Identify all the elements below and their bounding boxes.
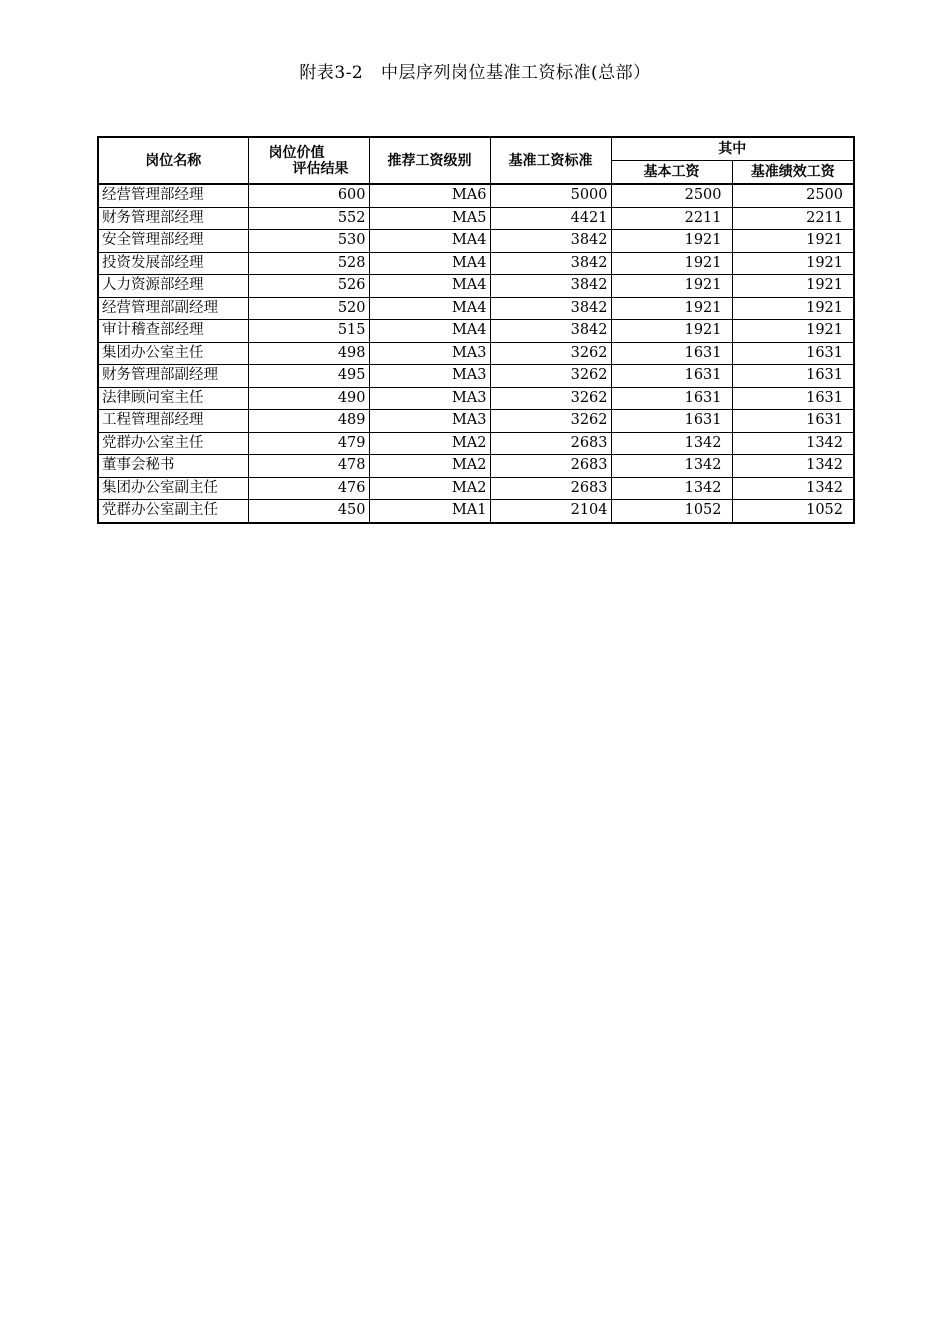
cell-performance: 1631 xyxy=(732,387,854,410)
table-row xyxy=(98,410,854,433)
cell-grade: MA5 xyxy=(369,207,490,230)
cell-score: 515 xyxy=(248,320,369,343)
cell-standard: 2683 xyxy=(490,477,611,500)
cell-performance: 1921 xyxy=(732,275,854,298)
cell-position-name: 经营管理部副经理 xyxy=(98,297,248,320)
cell-position-name: 工程管理部经理 xyxy=(98,410,248,433)
header-of-which: 其中 xyxy=(611,137,854,161)
cell-grade: MA4 xyxy=(369,252,490,275)
cell-standard: 3262 xyxy=(490,387,611,410)
cell-performance: 1342 xyxy=(732,455,854,478)
cell-standard: 3842 xyxy=(490,320,611,343)
table-row xyxy=(98,275,854,298)
cell-standard: 3262 xyxy=(490,410,611,433)
cell-standard: 4421 xyxy=(490,207,611,230)
cell-basic: 1342 xyxy=(611,477,732,500)
cell-grade: MA2 xyxy=(369,432,490,455)
cell-score: 528 xyxy=(248,252,369,275)
cell-basic: 1921 xyxy=(611,275,732,298)
cell-position-name: 投资发展部经理 xyxy=(98,252,248,275)
table-row xyxy=(98,432,854,455)
cell-performance: 1921 xyxy=(732,297,854,320)
cell-position-name: 党群办公室副主任 xyxy=(98,500,248,523)
cell-standard: 3262 xyxy=(490,342,611,365)
cell-standard: 3262 xyxy=(490,365,611,388)
table-row xyxy=(98,207,854,230)
cell-performance: 1631 xyxy=(732,342,854,365)
cell-position-name: 财务管理部经理 xyxy=(98,207,248,230)
cell-grade: MA4 xyxy=(369,320,490,343)
header-basic: 基本工资 xyxy=(611,161,732,185)
cell-basic: 1921 xyxy=(611,297,732,320)
header-standard: 基准工资标准 xyxy=(490,137,611,184)
table-row xyxy=(98,387,854,410)
cell-performance: 2211 xyxy=(732,207,854,230)
cell-basic: 2500 xyxy=(611,184,732,207)
cell-position-name: 经营管理部经理 xyxy=(98,184,248,207)
cell-standard: 3842 xyxy=(490,297,611,320)
cell-position-name: 法律顾问室主任 xyxy=(98,387,248,410)
cell-grade: MA3 xyxy=(369,410,490,433)
cell-score: 495 xyxy=(248,365,369,388)
cell-score: 476 xyxy=(248,477,369,500)
cell-position-name: 集团办公室主任 xyxy=(98,342,248,365)
table-row xyxy=(98,297,854,320)
cell-basic: 1052 xyxy=(611,500,732,523)
table-row xyxy=(98,342,854,365)
header-value-line1: 岗位价值 xyxy=(268,144,325,161)
cell-performance: 1921 xyxy=(732,320,854,343)
cell-performance: 2500 xyxy=(732,184,854,207)
header-performance: 基准绩效工资 xyxy=(732,161,854,185)
cell-grade: MA3 xyxy=(369,365,490,388)
cell-grade: MA6 xyxy=(369,184,490,207)
salary-table xyxy=(97,136,855,524)
table-body xyxy=(98,184,854,523)
table-header xyxy=(98,137,854,184)
cell-basic: 1631 xyxy=(611,410,732,433)
page-title: 附表3-2 中层序列岗位基准工资标准(总部） xyxy=(299,63,651,83)
cell-grade: MA3 xyxy=(369,387,490,410)
table-row xyxy=(98,230,854,253)
cell-position-name: 集团办公室副主任 xyxy=(98,477,248,500)
cell-position-name: 审计稽查部经理 xyxy=(98,320,248,343)
cell-standard: 5000 xyxy=(490,184,611,207)
cell-performance: 1631 xyxy=(732,410,854,433)
cell-position-name: 财务管理部副经理 xyxy=(98,365,248,388)
cell-score: 478 xyxy=(248,455,369,478)
cell-grade: MA4 xyxy=(369,297,490,320)
cell-performance: 1052 xyxy=(732,500,854,523)
cell-position-name: 安全管理部经理 xyxy=(98,230,248,253)
cell-performance: 1342 xyxy=(732,477,854,500)
cell-grade: MA2 xyxy=(369,477,490,500)
cell-standard: 3842 xyxy=(490,275,611,298)
table-row xyxy=(98,184,854,207)
cell-basic: 1342 xyxy=(611,432,732,455)
cell-grade: MA1 xyxy=(369,500,490,523)
cell-grade: MA2 xyxy=(369,455,490,478)
table-row xyxy=(98,365,854,388)
cell-performance: 1342 xyxy=(732,432,854,455)
cell-standard: 2104 xyxy=(490,500,611,523)
cell-standard: 3842 xyxy=(490,230,611,253)
table-row xyxy=(98,477,854,500)
cell-standard: 3842 xyxy=(490,252,611,275)
cell-basic: 1342 xyxy=(611,455,732,478)
table-row xyxy=(98,252,854,275)
cell-basic: 1631 xyxy=(611,342,732,365)
cell-position-name: 党群办公室主任 xyxy=(98,432,248,455)
cell-position-name: 董事会秘书 xyxy=(98,455,248,478)
cell-grade: MA4 xyxy=(369,275,490,298)
cell-score: 498 xyxy=(248,342,369,365)
cell-score: 490 xyxy=(248,387,369,410)
cell-performance: 1631 xyxy=(732,365,854,388)
cell-performance: 1921 xyxy=(732,230,854,253)
cell-score: 600 xyxy=(248,184,369,207)
cell-basic: 1921 xyxy=(611,320,732,343)
header-value-line2: 评估结果 xyxy=(292,160,349,177)
cell-grade: MA3 xyxy=(369,342,490,365)
header-value-score xyxy=(248,137,369,184)
cell-standard: 2683 xyxy=(490,455,611,478)
cell-score: 450 xyxy=(248,500,369,523)
cell-score: 479 xyxy=(248,432,369,455)
cell-score: 520 xyxy=(248,297,369,320)
cell-performance: 1921 xyxy=(732,252,854,275)
table-row xyxy=(98,455,854,478)
cell-standard: 2683 xyxy=(490,432,611,455)
cell-score: 552 xyxy=(248,207,369,230)
cell-basic: 1921 xyxy=(611,252,732,275)
cell-score: 530 xyxy=(248,230,369,253)
table-row xyxy=(98,320,854,343)
cell-basic: 1631 xyxy=(611,387,732,410)
cell-score: 526 xyxy=(248,275,369,298)
cell-grade: MA4 xyxy=(369,230,490,253)
cell-score: 489 xyxy=(248,410,369,433)
cell-position-name: 人力资源部经理 xyxy=(98,275,248,298)
cell-basic: 1921 xyxy=(611,230,732,253)
table-row xyxy=(98,500,854,523)
header-position-name: 岗位名称 xyxy=(98,137,248,184)
header-grade: 推荐工资级别 xyxy=(369,137,490,184)
cell-basic: 1631 xyxy=(611,365,732,388)
cell-basic: 2211 xyxy=(611,207,732,230)
